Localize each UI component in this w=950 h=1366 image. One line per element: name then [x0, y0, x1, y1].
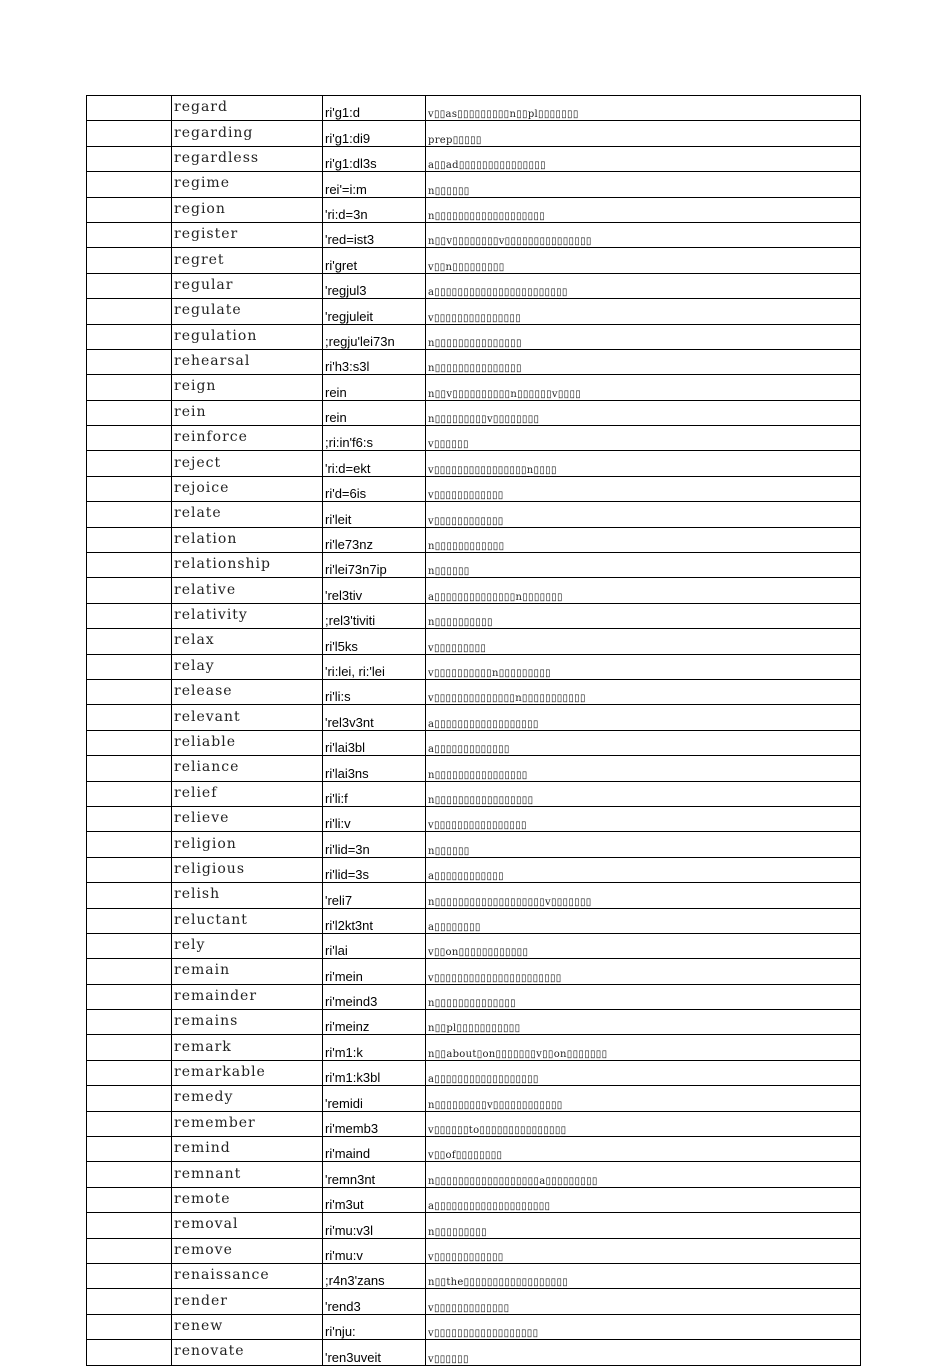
- pronunciation-cell: ri'g1:d: [323, 96, 426, 121]
- empty-cell: [87, 375, 172, 400]
- empty-cell: [87, 121, 172, 146]
- definition-cell: v▯▯▯▯▯▯▯▯▯▯▯▯▯▯▯▯n▯▯▯▯: [426, 451, 861, 476]
- word-cell: remedy: [172, 1086, 323, 1111]
- empty-cell: [87, 222, 172, 247]
- definition-cell: v▯▯▯▯▯▯▯▯▯: [426, 629, 861, 654]
- empty-cell: [87, 679, 172, 704]
- table-row: [87, 121, 861, 146]
- definition-cell: v▯▯on▯▯▯▯▯▯▯▯▯▯▯▯: [426, 933, 861, 958]
- table-row: [87, 578, 861, 603]
- word-cell: renaissance: [172, 1263, 323, 1288]
- pronunciation-cell: ri'li:s: [323, 679, 426, 704]
- pronunciation-cell: 'reli7: [323, 883, 426, 908]
- definition-cell: a▯▯▯▯▯▯▯▯▯▯▯▯▯▯▯▯▯▯: [426, 1060, 861, 1085]
- definition-cell: a▯▯▯▯▯▯▯▯▯▯▯▯: [426, 857, 861, 882]
- word-cell: remember: [172, 1111, 323, 1136]
- empty-cell: [87, 603, 172, 628]
- definition-cell: v▯▯▯▯▯▯▯▯▯▯▯▯▯▯n▯▯▯▯▯▯▯▯▯▯▯: [426, 679, 861, 704]
- pronunciation-cell: ri'nju:: [323, 1314, 426, 1339]
- table-row: [87, 1289, 861, 1314]
- definition-cell: n▯▯▯▯▯▯▯▯▯▯▯▯: [426, 527, 861, 552]
- pronunciation-cell: 'ri:d=ekt: [323, 451, 426, 476]
- pronunciation-cell: rein: [323, 375, 426, 400]
- table-row: [87, 1111, 861, 1136]
- empty-cell: [87, 730, 172, 755]
- definition-cell: v▯▯▯▯▯▯: [426, 1340, 861, 1365]
- pronunciation-cell: ;rel3'tiviti: [323, 603, 426, 628]
- word-cell: relativity: [172, 603, 323, 628]
- word-cell: release: [172, 679, 323, 704]
- empty-cell: [87, 756, 172, 781]
- word-cell: remind: [172, 1137, 323, 1162]
- word-cell: regulation: [172, 324, 323, 349]
- table-row: [87, 984, 861, 1009]
- pronunciation-cell: ri'm3ut: [323, 1187, 426, 1212]
- word-cell: relief: [172, 781, 323, 806]
- pronunciation-cell: 'rel3tiv: [323, 578, 426, 603]
- empty-cell: [87, 299, 172, 324]
- pronunciation-cell: ri'li:f: [323, 781, 426, 806]
- pronunciation-cell: ri'lai: [323, 933, 426, 958]
- empty-cell: [87, 1187, 172, 1212]
- pronunciation-cell: 'ri:d=3n: [323, 197, 426, 222]
- definition-cell: n▯▯▯▯▯▯▯▯▯v▯▯▯▯▯▯▯▯: [426, 400, 861, 425]
- vocabulary-table: [86, 95, 861, 1366]
- definition-cell: v▯▯▯▯▯▯▯▯▯▯▯▯: [426, 1238, 861, 1263]
- pronunciation-cell: 'ri:lei, ri:'lei: [323, 654, 426, 679]
- table-row: [87, 705, 861, 730]
- definition-cell: n▯▯▯▯▯▯▯▯▯▯▯▯▯▯▯: [426, 324, 861, 349]
- definition-cell: a▯▯ad▯▯▯▯▯▯▯▯▯▯▯▯▯▯▯: [426, 146, 861, 171]
- pronunciation-cell: rei'=i:m: [323, 172, 426, 197]
- pronunciation-cell: ri'lai3ns: [323, 756, 426, 781]
- table-row: [87, 603, 861, 628]
- table-row: [87, 883, 861, 908]
- definition-cell: v▯▯▯▯▯▯▯▯▯▯▯▯▯▯▯: [426, 299, 861, 324]
- definition-cell: n▯▯▯▯▯▯▯▯▯▯▯▯▯▯▯▯▯▯▯v▯▯▯▯▯▯▯: [426, 883, 861, 908]
- word-cell: remnant: [172, 1162, 323, 1187]
- table-row: [87, 172, 861, 197]
- pronunciation-cell: ri'lid=3n: [323, 832, 426, 857]
- pronunciation-cell: 'red=ist3: [323, 222, 426, 247]
- empty-cell: [87, 629, 172, 654]
- word-cell: regulate: [172, 299, 323, 324]
- definition-cell: v▯▯▯▯▯▯▯▯▯▯▯▯: [426, 476, 861, 501]
- table-row: [87, 1213, 861, 1238]
- word-cell: relieve: [172, 806, 323, 831]
- definition-cell: n▯▯▯▯▯▯▯▯▯: [426, 1213, 861, 1238]
- table-row: [87, 1060, 861, 1085]
- word-cell: reliance: [172, 756, 323, 781]
- table-row: [87, 679, 861, 704]
- word-cell: remainder: [172, 984, 323, 1009]
- word-cell: remarkable: [172, 1060, 323, 1085]
- pronunciation-cell: ri'mu:v3l: [323, 1213, 426, 1238]
- table-row: [87, 1238, 861, 1263]
- pronunciation-cell: ;r4n3'zans: [323, 1263, 426, 1288]
- pronunciation-cell: ri'm1:k3bl: [323, 1060, 426, 1085]
- empty-cell: [87, 1314, 172, 1339]
- empty-cell: [87, 578, 172, 603]
- empty-cell: [87, 273, 172, 298]
- pronunciation-cell: 'ren3uveit: [323, 1340, 426, 1365]
- definition-cell: a▯▯▯▯▯▯▯▯▯▯▯▯▯▯▯▯▯▯▯▯▯▯▯: [426, 273, 861, 298]
- empty-cell: [87, 1111, 172, 1136]
- word-cell: reign: [172, 375, 323, 400]
- table-row: [87, 756, 861, 781]
- word-cell: regard: [172, 96, 323, 121]
- empty-cell: [87, 197, 172, 222]
- word-cell: rein: [172, 400, 323, 425]
- pronunciation-cell: ;ri:in'f6:s: [323, 426, 426, 451]
- definition-cell: v▯▯n▯▯▯▯▯▯▯▯▯: [426, 248, 861, 273]
- word-cell: renovate: [172, 1340, 323, 1365]
- word-cell: remote: [172, 1187, 323, 1212]
- empty-cell: [87, 654, 172, 679]
- word-cell: relay: [172, 654, 323, 679]
- table-row: [87, 629, 861, 654]
- table-row: [87, 654, 861, 679]
- word-cell: register: [172, 222, 323, 247]
- table-row: [87, 299, 861, 324]
- pronunciation-cell: ri'h3:s3l: [323, 349, 426, 374]
- word-cell: removal: [172, 1213, 323, 1238]
- empty-cell: [87, 527, 172, 552]
- empty-cell: [87, 959, 172, 984]
- table-row: [87, 375, 861, 400]
- definition-cell: n▯▯▯▯▯▯: [426, 553, 861, 578]
- empty-cell: [87, 146, 172, 171]
- table-row: [87, 1340, 861, 1365]
- word-cell: reject: [172, 451, 323, 476]
- definition-cell: a▯▯▯▯▯▯▯▯▯▯▯▯▯▯▯▯▯▯▯▯: [426, 1187, 861, 1212]
- pronunciation-cell: ri'mu:v: [323, 1238, 426, 1263]
- empty-cell: [87, 883, 172, 908]
- table-row: [87, 502, 861, 527]
- word-cell: remove: [172, 1238, 323, 1263]
- table-row: [87, 222, 861, 247]
- definition-cell: a▯▯▯▯▯▯▯▯: [426, 908, 861, 933]
- definition-cell: n▯▯▯▯▯▯▯▯▯▯▯▯▯▯▯▯▯▯a▯▯▯▯▯▯▯▯▯: [426, 1162, 861, 1187]
- word-cell: relax: [172, 629, 323, 654]
- definition-cell: n▯▯▯▯▯▯: [426, 172, 861, 197]
- empty-cell: [87, 1238, 172, 1263]
- definition-cell: v▯▯▯▯▯▯to▯▯▯▯▯▯▯▯▯▯▯▯▯▯▯: [426, 1111, 861, 1136]
- word-cell: regret: [172, 248, 323, 273]
- pronunciation-cell: 'remidi: [323, 1086, 426, 1111]
- pronunciation-cell: ri'lai3bl: [323, 730, 426, 755]
- pronunciation-cell: ri'leit: [323, 502, 426, 527]
- table-row: [87, 933, 861, 958]
- definition-cell: n▯▯▯▯▯▯▯▯▯▯▯▯▯▯▯▯▯: [426, 781, 861, 806]
- empty-cell: [87, 1289, 172, 1314]
- table-row: [87, 730, 861, 755]
- empty-cell: [87, 172, 172, 197]
- empty-cell: [87, 324, 172, 349]
- pronunciation-cell: 'regjuleit: [323, 299, 426, 324]
- table-row: [87, 426, 861, 451]
- word-cell: relationship: [172, 553, 323, 578]
- word-cell: religious: [172, 857, 323, 882]
- empty-cell: [87, 857, 172, 882]
- pronunciation-cell: ri'd=6is: [323, 476, 426, 501]
- pronunciation-cell: ri'le73nz: [323, 527, 426, 552]
- word-cell: reinforce: [172, 426, 323, 451]
- empty-cell: [87, 476, 172, 501]
- empty-cell: [87, 502, 172, 527]
- pronunciation-cell: ri'li:v: [323, 806, 426, 831]
- empty-cell: [87, 96, 172, 121]
- word-cell: rely: [172, 933, 323, 958]
- empty-cell: [87, 1213, 172, 1238]
- word-cell: renew: [172, 1314, 323, 1339]
- word-cell: regarding: [172, 121, 323, 146]
- table-row: [87, 1263, 861, 1288]
- pronunciation-cell: ri'g1:di9: [323, 121, 426, 146]
- table-row: [87, 781, 861, 806]
- table-row: [87, 400, 861, 425]
- table-row: [87, 324, 861, 349]
- definition-cell: a▯▯▯▯▯▯▯▯▯▯▯▯▯▯▯▯▯▯: [426, 705, 861, 730]
- empty-cell: [87, 349, 172, 374]
- word-cell: relish: [172, 883, 323, 908]
- table-row: [87, 1162, 861, 1187]
- definition-cell: v▯▯▯▯▯▯▯▯▯▯n▯▯▯▯▯▯▯▯▯: [426, 654, 861, 679]
- definition-cell: v▯▯▯▯▯▯▯▯▯▯▯▯: [426, 502, 861, 527]
- pronunciation-cell: ri'meind3: [323, 984, 426, 1009]
- pronunciation-cell: ri'meinz: [323, 1010, 426, 1035]
- word-cell: religion: [172, 832, 323, 857]
- empty-cell: [87, 451, 172, 476]
- empty-cell: [87, 908, 172, 933]
- word-cell: render: [172, 1289, 323, 1314]
- word-cell: remain: [172, 959, 323, 984]
- table-row: [87, 959, 861, 984]
- pronunciation-cell: ri'lid=3s: [323, 857, 426, 882]
- definition-cell: n▯▯pl▯▯▯▯▯▯▯▯▯▯▯: [426, 1010, 861, 1035]
- definition-cell: n▯▯the▯▯▯▯▯▯▯▯▯▯▯▯▯▯▯▯▯▯: [426, 1263, 861, 1288]
- word-cell: relative: [172, 578, 323, 603]
- table-row: [87, 1187, 861, 1212]
- empty-cell: [87, 400, 172, 425]
- table-row: [87, 806, 861, 831]
- pronunciation-cell: 'remn3nt: [323, 1162, 426, 1187]
- empty-cell: [87, 553, 172, 578]
- pronunciation-cell: ri'maind: [323, 1137, 426, 1162]
- table-row: [87, 1086, 861, 1111]
- definition-cell: a▯▯▯▯▯▯▯▯▯▯▯▯▯: [426, 730, 861, 755]
- pronunciation-cell: ri'g1:dl3s: [323, 146, 426, 171]
- definition-cell: v▯▯▯▯▯▯: [426, 426, 861, 451]
- word-cell: relevant: [172, 705, 323, 730]
- empty-cell: [87, 1340, 172, 1365]
- empty-cell: [87, 1086, 172, 1111]
- word-cell: rejoice: [172, 476, 323, 501]
- definition-cell: v▯▯▯▯▯▯▯▯▯▯▯▯▯▯▯▯▯▯▯▯▯▯: [426, 959, 861, 984]
- empty-cell: [87, 705, 172, 730]
- definition-cell: n▯▯▯▯▯▯▯▯▯▯▯▯▯▯: [426, 984, 861, 1009]
- pronunciation-cell: ri'l5ks: [323, 629, 426, 654]
- word-cell: regime: [172, 172, 323, 197]
- empty-cell: [87, 248, 172, 273]
- pronunciation-cell: ri'l2kt3nt: [323, 908, 426, 933]
- table-row: [87, 146, 861, 171]
- table-row: [87, 1035, 861, 1060]
- definition-cell: n▯▯about▯on▯▯▯▯▯▯▯v▯▯on▯▯▯▯▯▯▯: [426, 1035, 861, 1060]
- table-row: [87, 1314, 861, 1339]
- table-row: [87, 349, 861, 374]
- word-cell: rehearsal: [172, 349, 323, 374]
- table-row: [87, 857, 861, 882]
- empty-cell: [87, 832, 172, 857]
- definition-cell: prep▯▯▯▯▯: [426, 121, 861, 146]
- pronunciation-cell: ri'lei73n7ip: [323, 553, 426, 578]
- table-row: [87, 1010, 861, 1035]
- table-row: [87, 248, 861, 273]
- definition-cell: a▯▯▯▯▯▯▯▯▯▯▯▯▯▯n▯▯▯▯▯▯▯: [426, 578, 861, 603]
- table-row: [87, 1137, 861, 1162]
- word-cell: remark: [172, 1035, 323, 1060]
- definition-cell: v▯▯▯▯▯▯▯▯▯▯▯▯▯▯▯▯▯▯: [426, 1314, 861, 1339]
- table-row: [87, 527, 861, 552]
- definition-cell: v▯▯as▯▯▯▯▯▯▯▯▯n▯▯pl▯▯▯▯▯▯▯: [426, 96, 861, 121]
- word-cell: relate: [172, 502, 323, 527]
- empty-cell: [87, 1137, 172, 1162]
- word-cell: reluctant: [172, 908, 323, 933]
- empty-cell: [87, 984, 172, 1009]
- empty-cell: [87, 1263, 172, 1288]
- table-row: [87, 451, 861, 476]
- word-cell: region: [172, 197, 323, 222]
- definition-cell: v▯▯▯▯▯▯▯▯▯▯▯▯▯▯▯▯: [426, 806, 861, 831]
- empty-cell: [87, 781, 172, 806]
- pronunciation-cell: 'regjul3: [323, 273, 426, 298]
- word-cell: regardless: [172, 146, 323, 171]
- definition-cell: v▯▯▯▯▯▯▯▯▯▯▯▯▯: [426, 1289, 861, 1314]
- table-row: [87, 832, 861, 857]
- word-cell: remains: [172, 1010, 323, 1035]
- word-cell: regular: [172, 273, 323, 298]
- definition-cell: n▯▯▯▯▯▯: [426, 832, 861, 857]
- table-row: [87, 476, 861, 501]
- empty-cell: [87, 1162, 172, 1187]
- table-row: [87, 96, 861, 121]
- pronunciation-cell: 'rel3v3nt: [323, 705, 426, 730]
- pronunciation-cell: 'rend3: [323, 1289, 426, 1314]
- table-row: [87, 197, 861, 222]
- empty-cell: [87, 1010, 172, 1035]
- definition-cell: n▯▯▯▯▯▯▯▯▯▯▯▯▯▯▯: [426, 349, 861, 374]
- table-row: [87, 908, 861, 933]
- pronunciation-cell: rein: [323, 400, 426, 425]
- definition-cell: n▯▯v▯▯▯▯▯▯▯▯▯▯n▯▯▯▯▯▯v▯▯▯▯: [426, 375, 861, 400]
- definition-cell: n▯▯▯▯▯▯▯▯▯▯▯▯▯▯▯▯▯▯▯: [426, 197, 861, 222]
- pronunciation-cell: ;regju'lei73n: [323, 324, 426, 349]
- definition-cell: n▯▯▯▯▯▯▯▯▯▯: [426, 603, 861, 628]
- table-row: [87, 553, 861, 578]
- empty-cell: [87, 933, 172, 958]
- definition-cell: n▯▯▯▯▯▯▯▯▯▯▯▯▯▯▯▯: [426, 756, 861, 781]
- pronunciation-cell: ri'mein: [323, 959, 426, 984]
- pronunciation-cell: ri'gret: [323, 248, 426, 273]
- definition-cell: n▯▯▯▯▯▯▯▯▯v▯▯▯▯▯▯▯▯▯▯▯▯: [426, 1086, 861, 1111]
- empty-cell: [87, 1060, 172, 1085]
- table-row: [87, 273, 861, 298]
- empty-cell: [87, 1035, 172, 1060]
- empty-cell: [87, 806, 172, 831]
- definition-cell: v▯▯of▯▯▯▯▯▯▯▯: [426, 1137, 861, 1162]
- word-cell: reliable: [172, 730, 323, 755]
- empty-cell: [87, 426, 172, 451]
- word-cell: relation: [172, 527, 323, 552]
- definition-cell: n▯▯v▯▯▯▯▯▯▯▯v▯▯▯▯▯▯▯▯▯▯▯▯▯▯▯: [426, 222, 861, 247]
- vocabulary-table-body: [87, 96, 861, 1366]
- pronunciation-cell: ri'm1:k: [323, 1035, 426, 1060]
- pronunciation-cell: ri'memb3: [323, 1111, 426, 1136]
